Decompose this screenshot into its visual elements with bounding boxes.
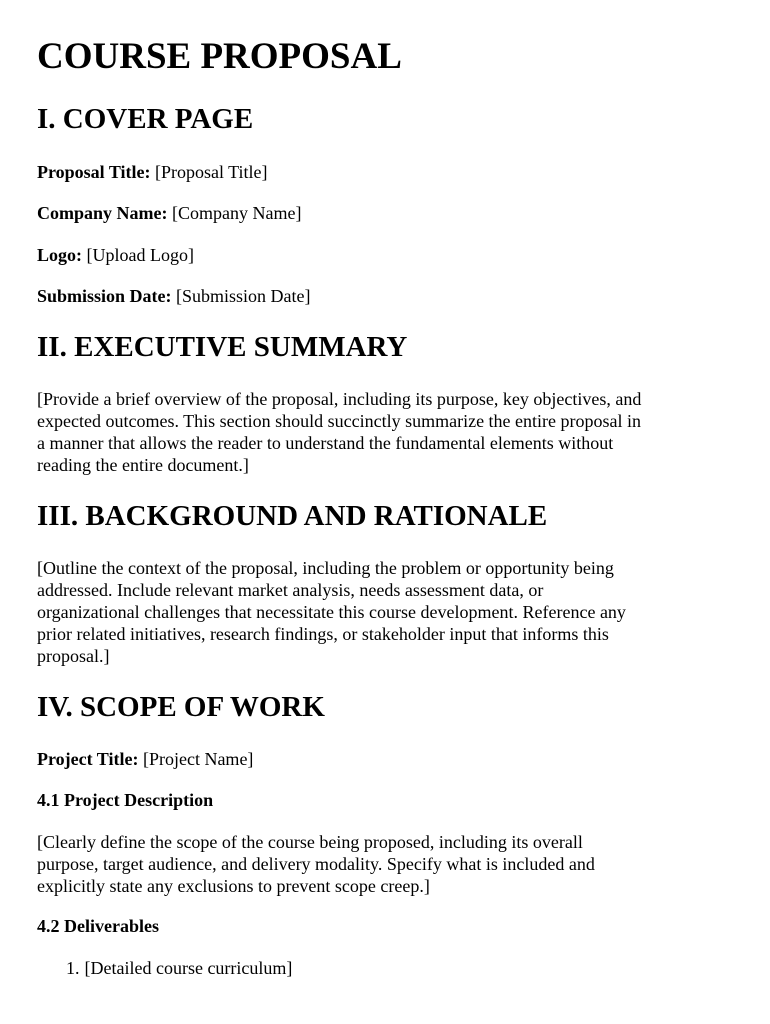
project-title-value: [Project Name] [142,749,254,769]
deliverables-list [66,957,292,979]
background-line: organizational challenges that necessitate this course development. Reference any [37,602,626,622]
company-name-label: Company Name: [37,203,168,223]
logo-value: [Upload Logo] [86,245,194,265]
executive-summary-line: expected outcomes. This section should succinctly summarize the entire proposal in [37,411,642,431]
list-item-text: [Detailed course curriculum] [84,958,293,978]
executive-summary-heading: II. EXECUTIVE SUMMARY [37,331,408,363]
submission-date-label: Submission Date: [37,286,172,306]
executive-summary-line: reading the entire document.] [37,455,249,475]
logo-field [37,244,194,266]
company-name-value: [Company Name] [172,203,302,223]
proposal-title-field [37,161,268,183]
background-heading: III. BACKGROUND AND RATIONALE [37,500,548,532]
company-name-field [37,202,301,224]
project-title-label: Project Title: [37,749,139,769]
cover-page-heading: I. COVER PAGE [37,103,254,135]
background-line: proposal.] [37,646,110,666]
submission-date-value: [Submission Date] [176,286,311,306]
proposal-title-value: [Proposal Title] [155,162,268,182]
document-title: COURSE PROPOSAL [37,36,402,77]
project-title-field [37,748,253,770]
deliverables-heading: 4.2 Deliverables [37,916,159,936]
executive-summary-text [37,388,737,476]
list-item-number: 1. [66,958,80,978]
submission-date-field [37,285,311,307]
project-description-line: purpose, target audience, and delivery modality. Specify what is included and [37,854,595,874]
project-description-text [37,831,737,897]
background-text [37,557,737,667]
logo-label: Logo: [37,245,82,265]
executive-summary-line: a manner that allows the reader to understand the fundamental elements without [37,433,614,453]
project-description-line: [Clearly define the scope of the course being proposed, including its overall [37,832,583,852]
background-line: [Outline the context of the proposal, including the problem or opportunity being [37,558,614,578]
project-description-heading: 4.1 Project Description [37,790,214,810]
scope-heading: IV. SCOPE OF WORK [37,691,325,723]
background-line: prior related initiatives, research findings, or stakeholder input that informs this [37,624,609,644]
project-description-line: explicitly state any exclusions to prevent scope creep.] [37,876,430,896]
executive-summary-line: [Provide a brief overview of the proposal, including its purpose, key objectives, and [37,389,642,409]
background-line: addressed. Include relevant market analysis, needs assessment data, or [37,580,544,600]
list-item [66,957,292,979]
proposal-title-label: Proposal Title: [37,162,151,182]
